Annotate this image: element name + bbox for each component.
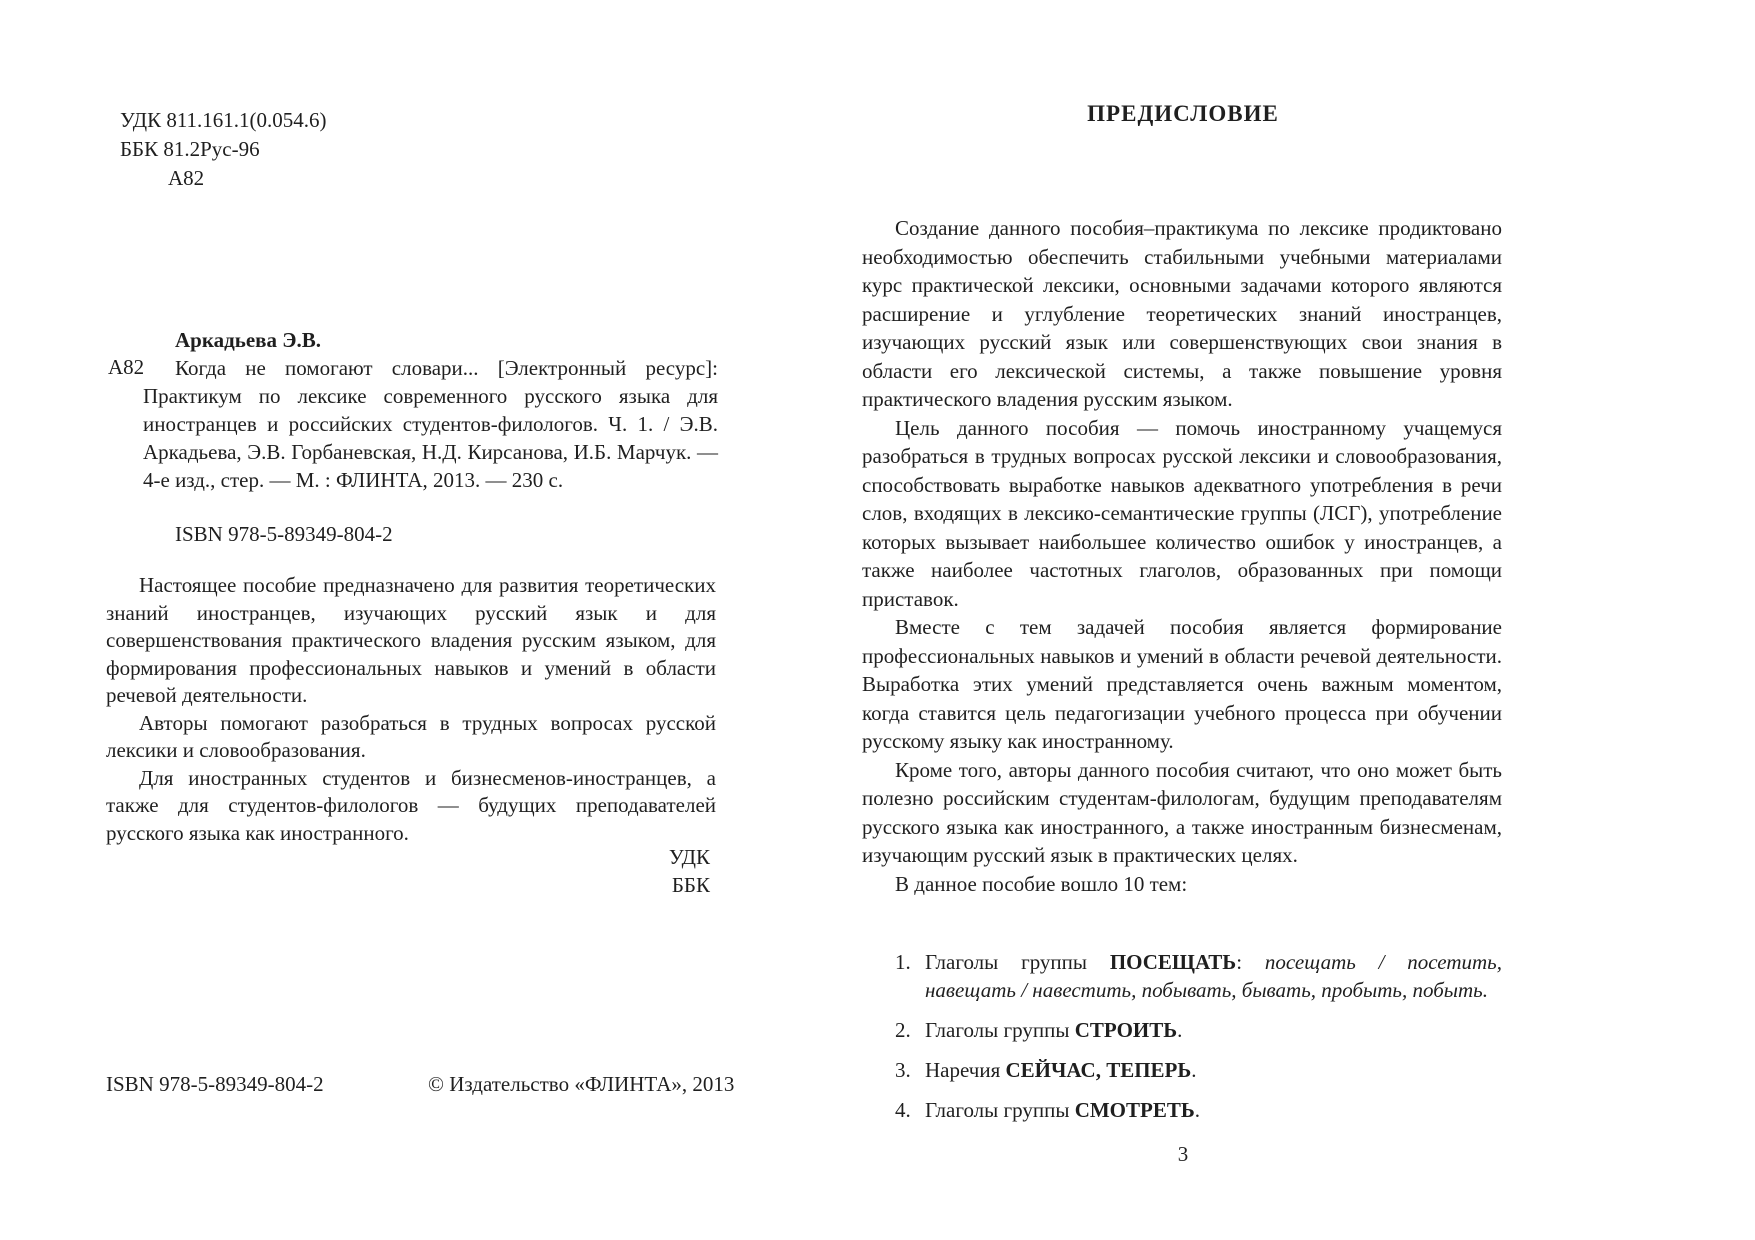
topic-term: ПОСЕЩАТЬ — [1109, 950, 1237, 974]
topic-suffix: . — [1194, 1098, 1200, 1122]
topic-item — [862, 1096, 1502, 1124]
topic-text — [925, 1096, 1502, 1124]
copyright-page — [106, 0, 735, 1240]
topic-prefix: Наречия — [925, 1058, 1006, 1082]
annotation-paragraph: Авторы помогают разобраться в трудных вопросах русской лексики и словообразования. — [106, 710, 716, 762]
topics-list-intro: В данное пособие вошло 10 тем: — [895, 871, 1188, 896]
topic-number: 1. — [895, 950, 911, 974]
topic-suffix: . — [1177, 1018, 1183, 1042]
preface-page — [862, 0, 1504, 1240]
bib-author: Аркадьева Э.В. — [175, 328, 322, 352]
udk-label: УДК — [668, 845, 710, 869]
topic-term: СТРОИТЬ — [1074, 1018, 1178, 1042]
topic-number: 3. — [895, 1058, 911, 1082]
isbn-line: ISBN 978-5-89349-804-2 — [175, 522, 393, 546]
topic-item — [862, 948, 1502, 1004]
preface-paragraph: Кроме того, авторы данного пособия считают, что оно может быть полезно российским студентам-филологам, будущим преподавателям русского языка как иностранного, а также иностранным бизнесменам, изучающим русский язык в практических целях. — [862, 757, 1502, 867]
topic-item — [862, 1016, 1502, 1044]
bibliographic-entry — [106, 326, 718, 548]
annotation-paragraph: Для иностранных студентов и бизнесменов-иностранцев, а также для студентов-филологов — будущих преподавателей русского языка как иностранного. — [106, 765, 716, 845]
topic-text — [925, 1056, 1502, 1084]
topic-text — [925, 948, 1502, 1004]
topic-prefix: Глаголы группы — [925, 950, 1110, 974]
footer-isbn: ISBN 978-5-89349-804-2 — [106, 1072, 324, 1096]
topic-text — [925, 1016, 1502, 1044]
topic-prefix: Глаголы группы — [925, 1098, 1075, 1122]
bbk-number: ББК 81.2Рус-96 — [120, 137, 260, 161]
imprint-footer — [106, 1072, 735, 1102]
topic-number: 4. — [895, 1098, 911, 1122]
preface-body — [862, 214, 1502, 898]
topic-suffix: . — [1191, 1058, 1197, 1082]
annotation-block — [106, 572, 716, 847]
topic-item — [862, 1056, 1502, 1084]
topics-list — [862, 948, 1502, 1136]
topic-prefix: Глаголы группы — [925, 1018, 1075, 1042]
copyright-notice: © Издательство «ФЛИНТА», 2013 — [428, 1072, 735, 1096]
topic-term: СЕЙЧАС, ТЕПЕРЬ — [1005, 1058, 1192, 1082]
bib-description: Когда не помогают словари... [Электронный ресурс]: Практикум по лексике современного русского языка для иностранцев и российских студентов-филологов. Ч. 1. / Э.В. Аркадьева, Э.В. Горбаневская, Н.Д. Кирсанова, И.Б. Марчук. — 4-е изд., стер. — М. : ФЛИНТА, 2013. — 230 с. — [143, 356, 718, 492]
preface-paragraph: Создание данного пособия–практикума по лексике продиктовано необходимостью обеспечить стабильными учебными материалами курс практической лексики, основными задачами которого являются расширение и углубление теоретических знаний иностранцев, изучающих русский язык или совершенствующих свои знания в области его лексической системы, а также повышение уровня практического владения русским языком. — [862, 216, 1502, 411]
topic-detail: посещать / посетить, навещать / навестить, побывать, бывать, пробыть, побыть. — [925, 950, 1502, 1002]
catalog-code: А82 — [108, 355, 145, 379]
classifier-labels — [669, 843, 710, 899]
annotation-paragraph: Настоящее пособие предназначено для развития теоретических знаний иностранцев, изучающих русский язык и для совершенствования практического владения русским языком, для формирования профессиональных навыков и умений в области речевой деятельности. — [106, 573, 716, 707]
page-number: 3 — [1177, 1142, 1189, 1166]
topic-term: СМОТРЕТЬ — [1074, 1098, 1195, 1122]
preface-paragraph: Вместе с тем задачей пособия является формирование профессиональных навыков и умений в области речевой деятельности. Выработка этих умений представляется очень важным моментом, когда ставится цель педагогизации учебного процесса при обучении русскому языку как иностранному. — [862, 615, 1502, 753]
preface-paragraph: Цель данного пособия — помочь иностранному учащемуся разобраться в трудных вопросах русской лексики и словообразования, способствовать выработке навыков адекватного употребления в речи слов, входящих в лексико-семантические группы (ЛСГ), употребление которых вызывает наибольшее количество ошибок у иностранцев, а также наиболее частотных глаголов, образованных при помощи приставок. — [862, 415, 1502, 611]
imprint-block — [120, 106, 327, 193]
author-sign-code: А82 — [168, 166, 205, 190]
udk-number: УДК 811.161.1(0.054.6) — [120, 108, 327, 132]
topic-number: 2. — [895, 1018, 911, 1042]
bbk-label: ББК — [671, 873, 710, 897]
page-title: ПРЕДИСЛОВИЕ — [1087, 101, 1279, 126]
topic-separator: : — [1236, 950, 1265, 974]
